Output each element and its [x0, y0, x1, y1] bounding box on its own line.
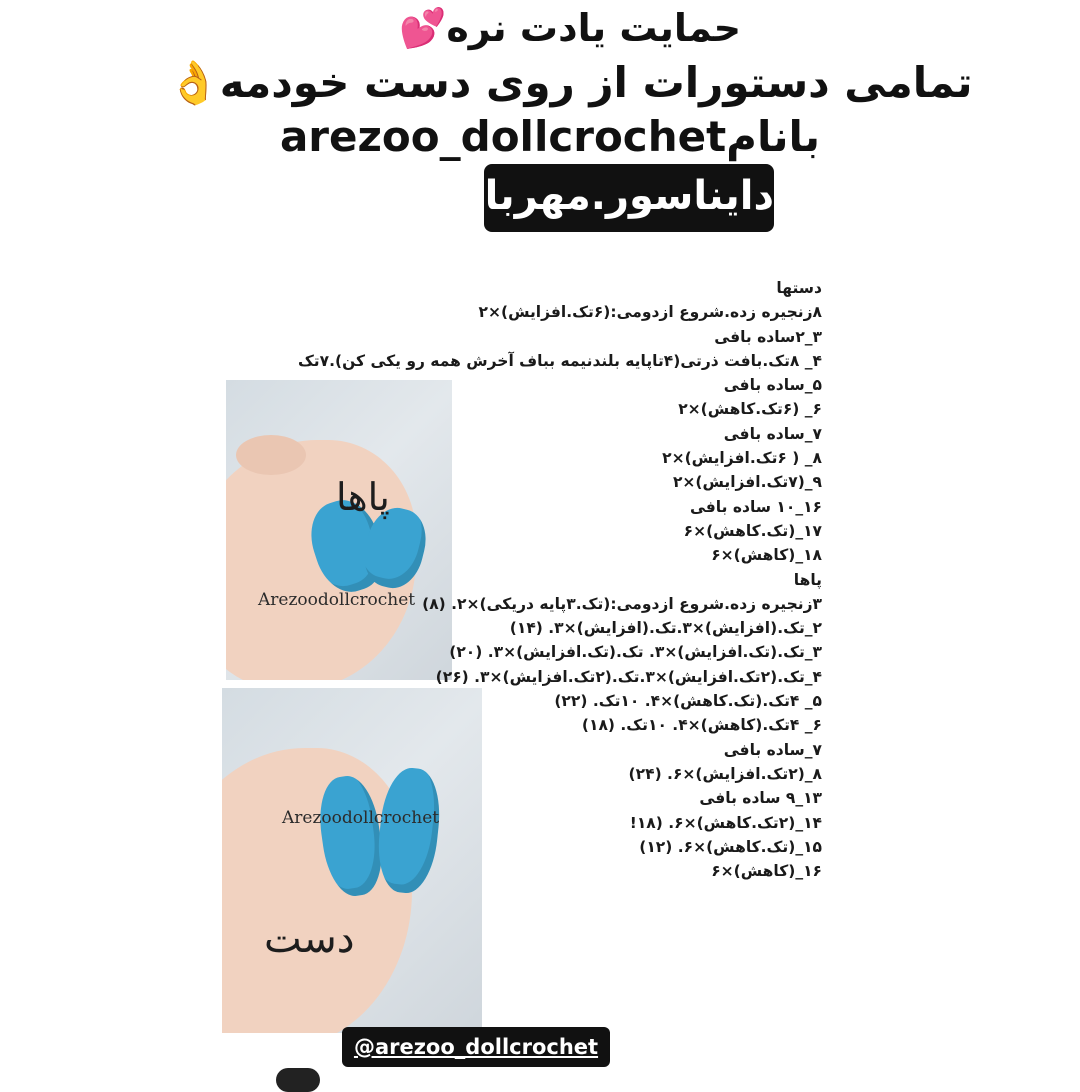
instruction-section-title: پاها — [793, 570, 822, 589]
crochet-instructions — [262, 276, 822, 883]
photo-label-arms: دست — [264, 916, 355, 962]
photo-label-legs: پاها — [336, 475, 390, 519]
instruction-row: ۴_تک.(۲تک.افزایش)×۳.تک.(۲تک.افزایش)×۳. (۲۶) — [435, 667, 822, 686]
instruction-row: ۷_ساده بافی — [723, 740, 822, 759]
decorative-shape — [276, 1068, 320, 1092]
instruction-row: ۵_ ۴تک.(تک.کاهش)×۴. ۱۰تک. (۲۲) — [554, 692, 822, 711]
instruction-row: ۱۶_۱۰ ساده بافی — [689, 497, 822, 516]
instruction-row: ۳زنجیره زده.شروع ازدومی:(تک.۳پایه دریکی)×۲. (۸) — [422, 594, 822, 613]
ok-hand-emoji-icon: 👌 — [167, 58, 220, 107]
instruction-row: ۹_(۷تک.افزایش)×۲ — [672, 473, 822, 492]
instruction-row: ۳_۲ساده بافی — [714, 327, 822, 346]
hearts-emoji-icon: 💕 — [399, 6, 447, 50]
instruction-row: ۵_ساده بافی — [723, 376, 822, 395]
header-author-line: بانامarezoo_dollcrochet — [279, 112, 821, 161]
instruction-row: ۸_(۲تک.افزایش)×۶. (۲۴) — [628, 764, 822, 783]
instruction-row: ۲_تک.(افزایش)×۳.تک.(افزایش)×۳. (۱۴) — [509, 619, 822, 638]
support-text: حمایت یادت نره — [446, 6, 741, 50]
instruction-row: ۱۴_(۲تک.کاهش)×۶. (۱۸! — [629, 813, 822, 832]
instructions-note-text: تمامی دستورات از روی دست خودمه — [219, 58, 973, 107]
instruction-row: ۶_ ۴تک.(کاهش)×۴. ۱۰تک. (۱۸) — [581, 716, 822, 735]
instruction-row: ۶_ (۶تک.کاهش)×۲ — [678, 400, 822, 419]
pattern-title-badge: دایناسور.مهربان — [484, 164, 774, 232]
instruction-row: ۴_ ۸تک.بافت ذرتی(۴تاپایه بلندنیمه بباف آخرش همه رو یکی کن).۷تک — [297, 351, 822, 370]
instruction-row: ۸_ ( ۶تک.افزایش)×۲ — [662, 449, 822, 468]
header-support-line — [30, 6, 1080, 51]
header-instructions-line — [30, 58, 1080, 108]
instruction-row: ۷_ساده بافی — [723, 424, 822, 443]
watermark-text: Arezoodollcrochet — [258, 590, 416, 610]
instagram-handle-badge[interactable]: @arezoo_dollcrochet — [342, 1027, 610, 1067]
instruction-row: ۱۶_(کاهش)×۶ — [711, 862, 822, 881]
instruction-row: ۳_تک.(تک.افزایش)×۳. تک.(تک.افزایش)×۳. (۲۰) — [449, 643, 822, 662]
instruction-row: ۱۷_(تک.کاهش)×۶ — [683, 521, 822, 540]
instruction-row: ۱۳_۹ ساده بافی — [699, 789, 822, 808]
instruction-row: ۱۸_(کاهش)×۶ — [711, 546, 822, 565]
watermark-text: Arezoodollcrochet — [282, 808, 440, 828]
instruction-row: ۸زنجیره زده.شروع ازدومی:(۶تک.افزایش)×۲ — [478, 303, 822, 322]
instruction-row: ۱۵_(تک.کاهش)×۶. (۱۲) — [639, 837, 822, 856]
instruction-section-title: دستها — [776, 279, 822, 297]
